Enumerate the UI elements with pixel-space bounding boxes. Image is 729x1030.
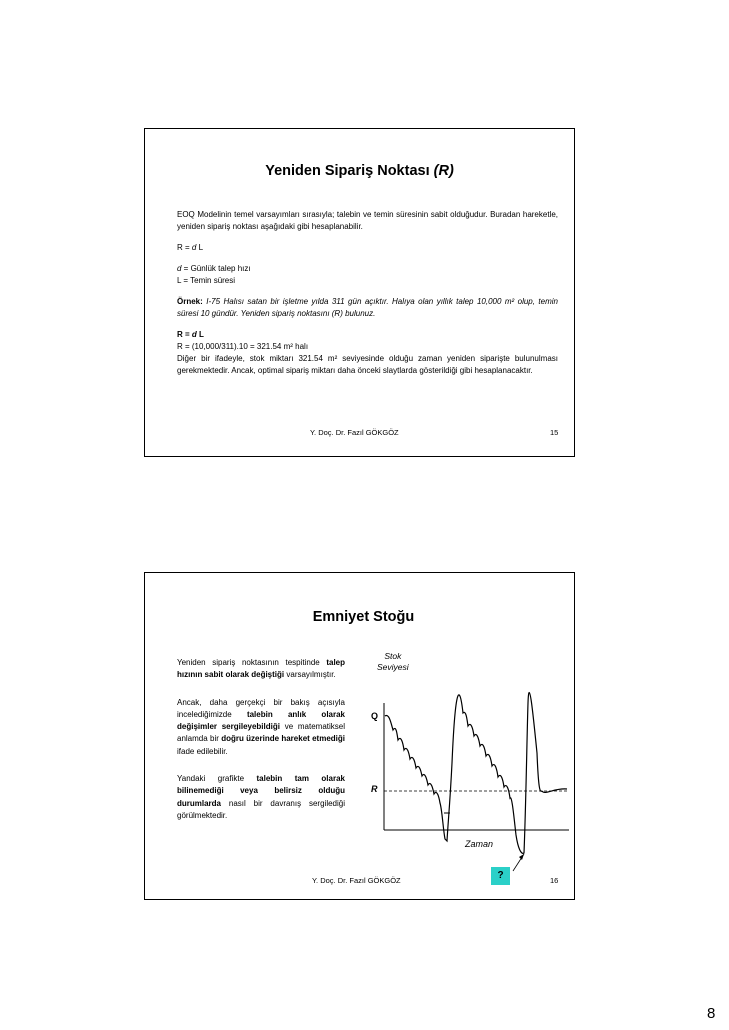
title-italic: (R) xyxy=(433,163,454,179)
definition-d xyxy=(177,263,558,275)
slide-title xyxy=(145,163,574,179)
slide-16 xyxy=(144,572,575,900)
formula-r: R = xyxy=(177,243,192,252)
example-text: I-75 Halısı satan bir işletme yılda 311 gün açıktır. Halıya olan yıllık talep 10,000 m² olup, temin süresi 10 gündür. Yeniden sipariş noktasını (R) bulunuz. xyxy=(177,297,558,318)
definition-l: L = Temin süresi xyxy=(177,276,236,285)
conclusion-paragraph: Diğer bir ifadeyle, stok miktarı 321.54 m² seviyesinde olduğu zaman yeniden siparişte bulunulması gerekmektedir. Ancak, optimal sipariş miktarı daha önceki slaytlarda gösterildiği gibi hesaplanacaktır. xyxy=(177,354,558,375)
intro-paragraph: EOQ Modelinin temel varsayımları sırasıyla; talebin ve temin süresinin sabit olduğudur. Buradan hareketle, yeniden sipariş noktası aşağıdaki gibi hesaplanabilir. xyxy=(177,210,558,231)
def-d-text: = Günlük talep hızı xyxy=(181,264,251,273)
p3-text-c: nasıl bir davranış sergilediği görülmektedir. xyxy=(177,798,345,820)
p1-bold: talep hızının sabit olarak değiştiği xyxy=(177,658,345,680)
formula-line xyxy=(177,242,558,254)
p2-text-e: ifade edilebilir. xyxy=(177,746,228,756)
slide-15 xyxy=(144,128,575,457)
p2-bold-b: talebin anlık olarak değişimler sergileyebildiği xyxy=(177,709,345,732)
r-label: R xyxy=(371,784,378,794)
y-axis-label xyxy=(377,651,409,673)
slide-body xyxy=(177,209,558,377)
bold-formula-d: d xyxy=(191,330,197,339)
page-number: 16 xyxy=(550,876,559,885)
y-axis-label-line2: Seviyesi xyxy=(377,662,409,672)
bold-formula-l: L xyxy=(196,330,204,339)
stock-level-curve xyxy=(385,693,567,854)
sheet-number: 8 xyxy=(707,1005,716,1022)
safety-stock-diagram xyxy=(145,573,574,899)
example-paragraph xyxy=(177,296,558,320)
title-text: Yeniden Sipariş Noktası xyxy=(265,163,430,179)
p2-text-a: Ancak, daha gerçekçi bir bakış açısıyla incelediğimizde xyxy=(177,697,345,719)
p1-text-c: varsayılmıştır. xyxy=(284,670,336,680)
x-axis-label: Zaman xyxy=(465,839,494,849)
example-label: Örnek: xyxy=(177,297,203,306)
formula-d: d xyxy=(191,243,197,252)
calculation-line: R = (10,000/311).10 = 321.54 m² halı xyxy=(177,342,309,351)
p3-text-a: Yandaki grafikte xyxy=(177,774,257,784)
q-label: Q xyxy=(371,711,379,721)
page-number: 15 xyxy=(550,428,559,437)
footer-author: Y. Doç. Dr. Fazıl GÖKGÖZ xyxy=(312,876,401,885)
p2-bold-d: doğru üzerinde hareket etmediği xyxy=(221,734,345,744)
bold-formula-line xyxy=(177,329,558,341)
def-d-symbol: d xyxy=(177,264,182,273)
y-axis-label-line1: Stok xyxy=(384,651,402,661)
slide-title: Emniyet Stoğu xyxy=(312,609,415,625)
p2-text-c: ve matematiksel anlamda bir xyxy=(177,722,345,744)
bold-formula-r: R = xyxy=(177,330,192,339)
p1-text-a: Yeniden sipariş noktasının tespitinde xyxy=(177,658,327,667)
question-callout: ? xyxy=(491,867,510,885)
footer-author: Y. Doç. Dr. Fazıl GÖKGÖZ xyxy=(310,428,399,437)
callout-arrow-head xyxy=(519,854,524,860)
formula-l: L xyxy=(196,243,204,252)
p3-bold: talebin tam olarak bilinemediği veya belirsiz olduğu durumlarda xyxy=(177,774,345,808)
